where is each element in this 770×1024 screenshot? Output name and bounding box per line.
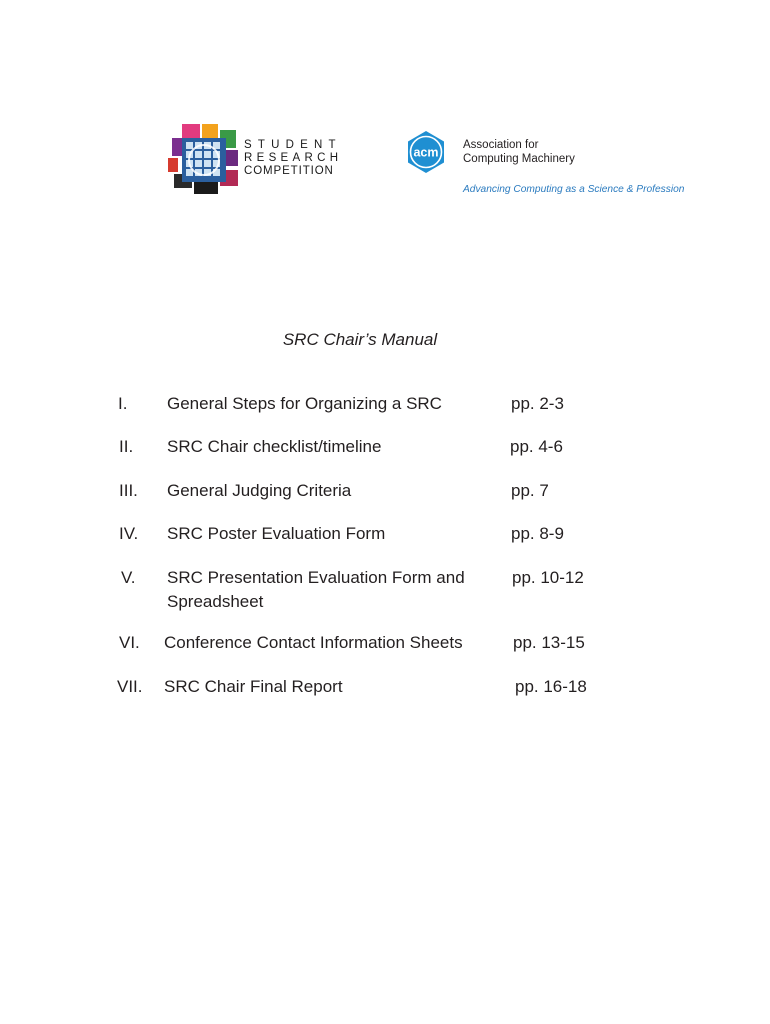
toc-pages: pp. 13-15 xyxy=(513,633,585,652)
src-logo xyxy=(168,124,353,196)
toc-pages: pp. 7 xyxy=(511,481,549,500)
toc-title: SRC Poster Evaluation Form xyxy=(167,524,386,543)
toc-title: General Steps for Organizing a SRC xyxy=(167,394,442,413)
acm-name-line1: Association for xyxy=(463,139,539,151)
src-mosaic-icon xyxy=(168,124,242,196)
toc-pages: pp. 4-6 xyxy=(510,437,563,456)
toc-pages: pp. 16-18 xyxy=(515,677,587,696)
src-logo-line-competition: COMPETITION xyxy=(244,165,334,177)
toc-numeral: VII. xyxy=(117,677,143,696)
acm-badge-icon xyxy=(405,131,447,173)
toc-title: SRC Chair Final Report xyxy=(164,677,343,696)
toc-title: SRC Chair checklist/timeline xyxy=(167,437,382,456)
toc-title-continued: Spreadsheet xyxy=(167,592,264,611)
toc-title: General Judging Criteria xyxy=(167,481,352,500)
toc-pages: pp. 2-3 xyxy=(511,394,564,413)
acm-name xyxy=(463,138,575,166)
toc-numeral: III. xyxy=(119,481,138,500)
src-logo-line-student: STUDENT xyxy=(244,139,342,151)
toc-numeral: I. xyxy=(118,394,128,413)
toc-pages: pp. 8-9 xyxy=(511,524,564,543)
toc-title: Conference Contact Information Sheets xyxy=(164,633,463,652)
document-title: SRC Chair’s Manual xyxy=(282,330,438,349)
src-logo-line-research: RESEARCH xyxy=(244,152,343,164)
acm-name-line2: Computing Machinery xyxy=(463,153,575,165)
toc-numeral: V. xyxy=(121,568,136,587)
acm-badge-text: acm xyxy=(413,145,439,160)
toc-numeral: VI. xyxy=(119,633,140,652)
toc-numeral: IV. xyxy=(119,524,139,543)
acm-logo xyxy=(405,131,705,201)
toc-pages: pp. 10-12 xyxy=(512,568,584,587)
acm-tagline: Advancing Computing as a Science & Profession xyxy=(463,184,685,195)
toc-numeral: II. xyxy=(119,437,134,456)
toc-title: SRC Presentation Evaluation Form and xyxy=(167,568,465,587)
